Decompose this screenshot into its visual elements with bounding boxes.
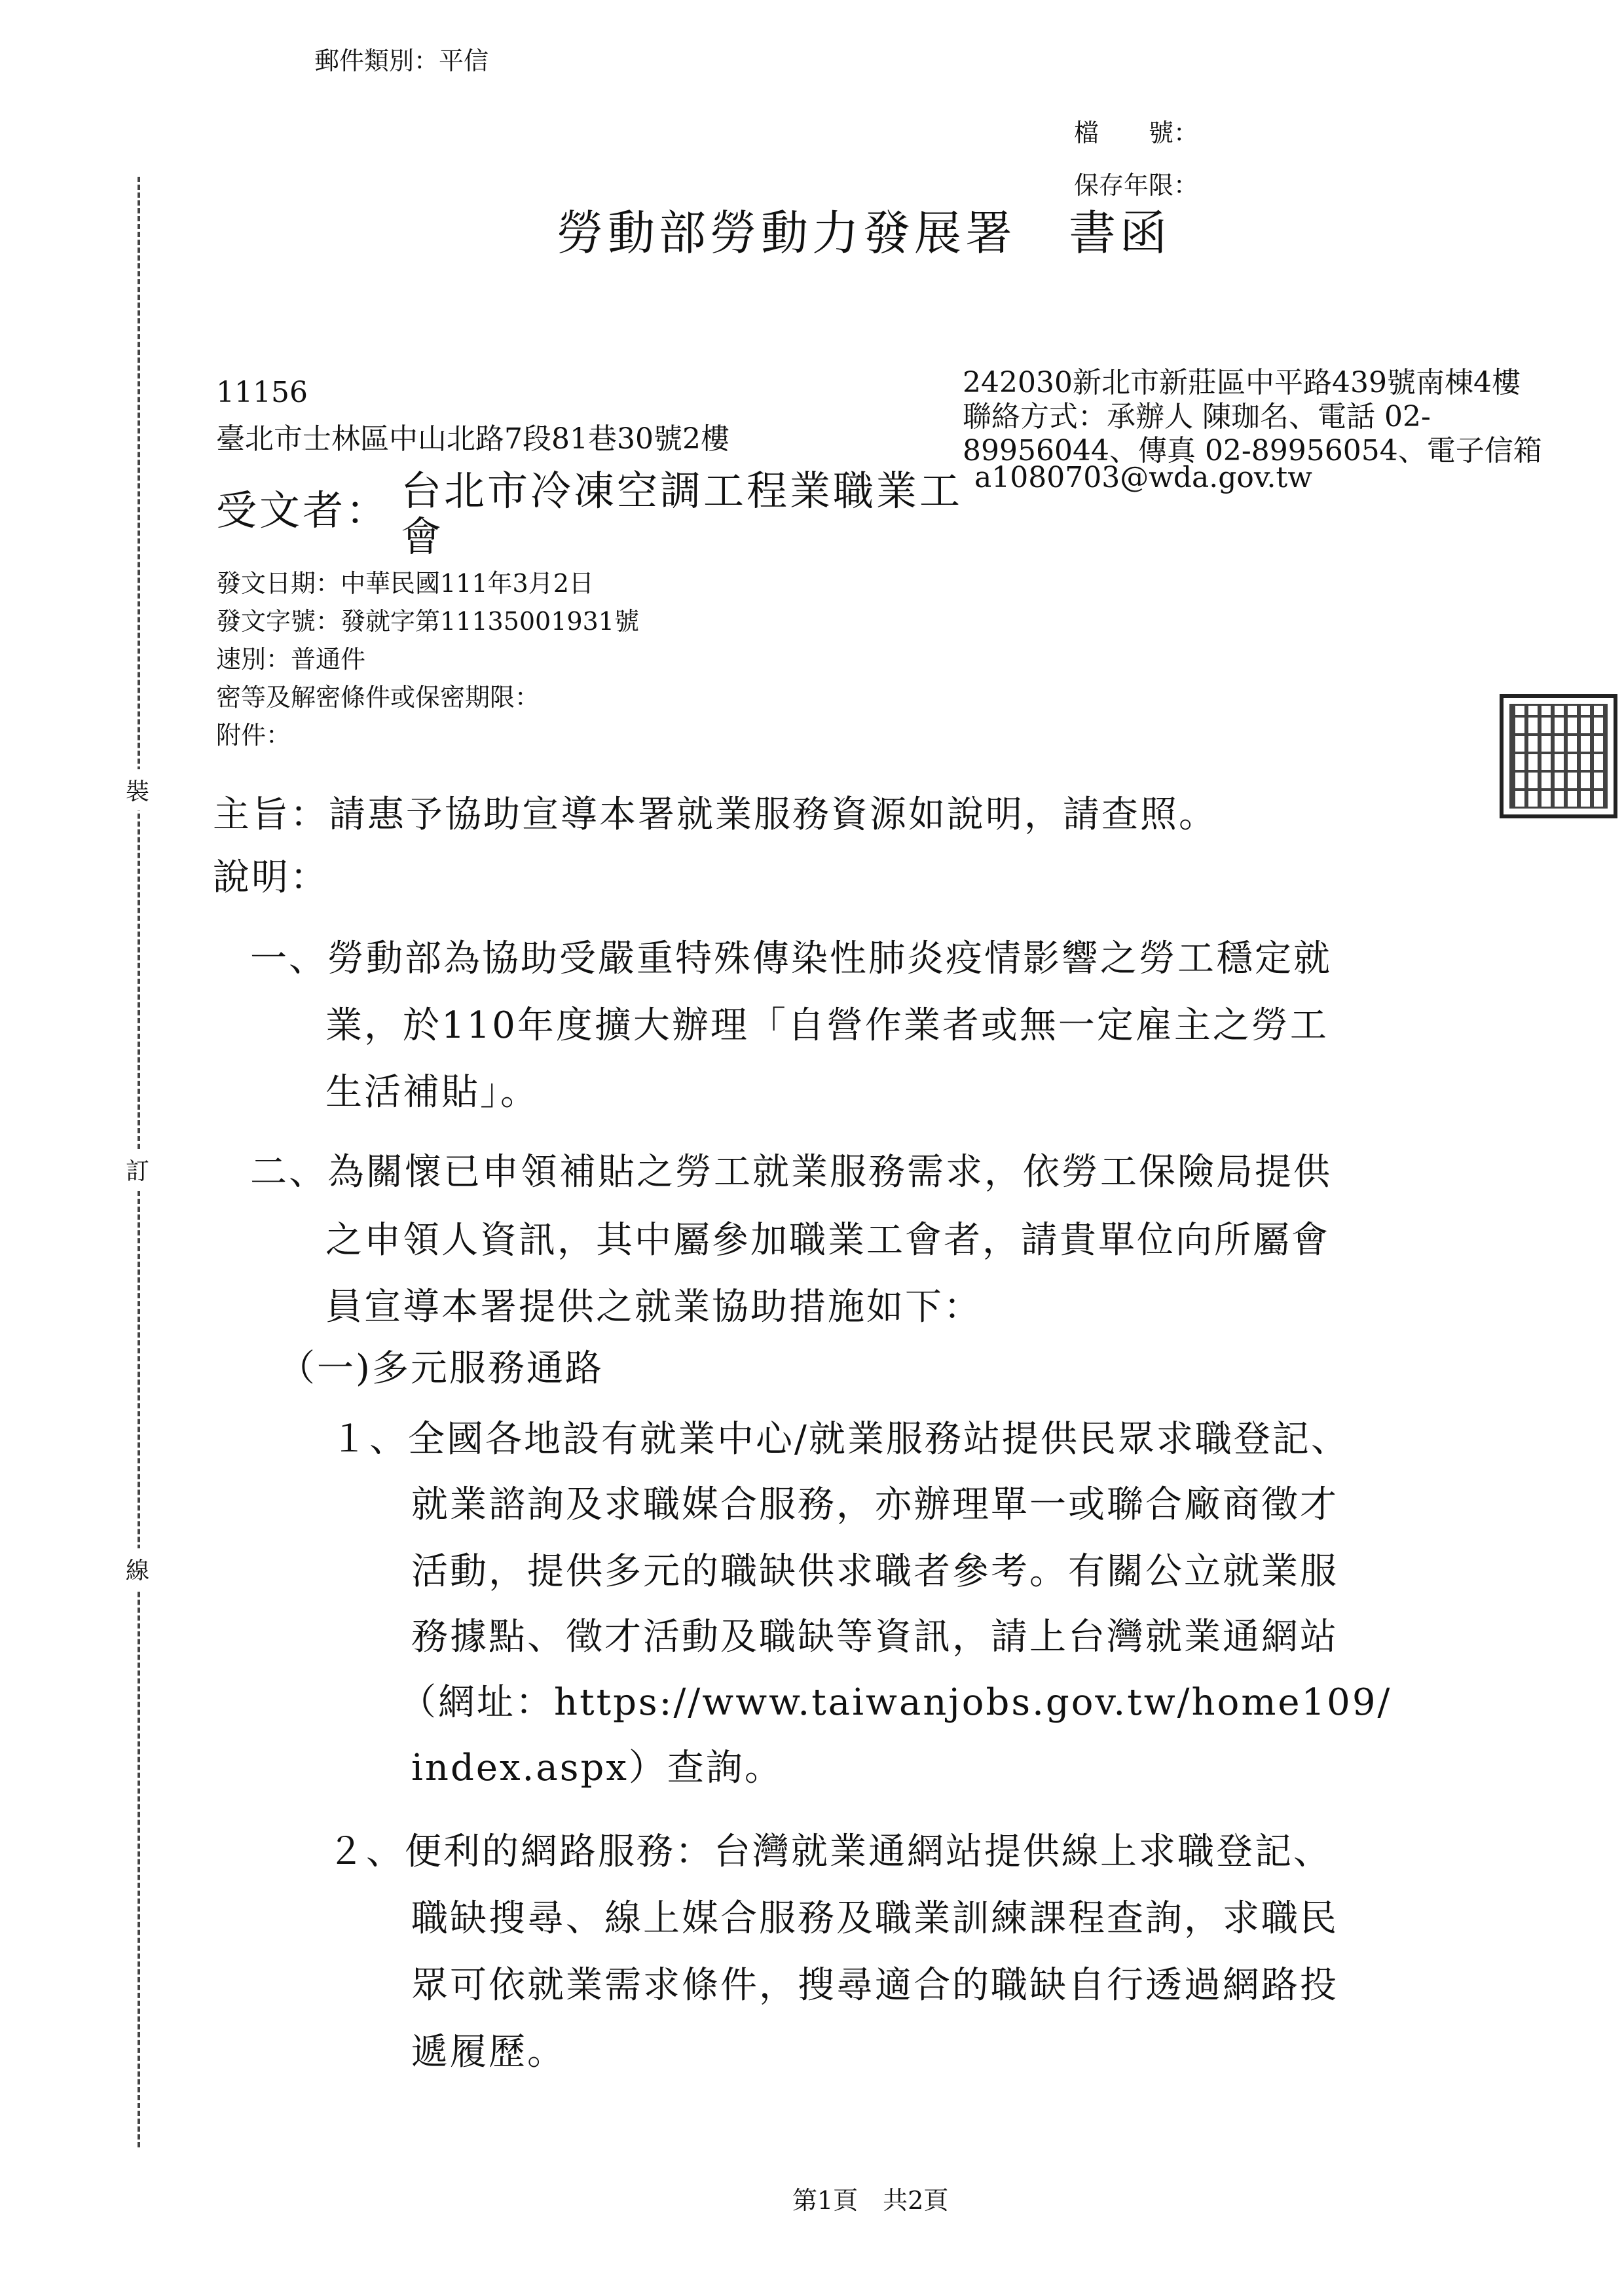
sender-contact-line1: 聯絡方式：承辦人 陳珈名、電話 02- bbox=[963, 400, 1431, 433]
page-footer: 第1頁 共2頁 bbox=[792, 2186, 949, 2215]
binding-mark-zhuang: 裝 bbox=[118, 769, 157, 811]
receiver-name-line2: 會 bbox=[401, 513, 445, 560]
file-number-label: 檔 號： bbox=[1074, 118, 1199, 147]
sender-contact-line2: 89956044、傳真 02-89956054、電子信箱 bbox=[963, 434, 1542, 467]
sub-point-one-line2: 就業諮詢及求職媒合服務，亦辦理單一或聯合廠商徵才 bbox=[411, 1484, 1338, 1526]
item-one-line1: 一、勞動部為協助受嚴重特殊傳染性肺炎疫情影響之勞工穩定就 bbox=[250, 938, 1332, 980]
sub-point-one-line6: index.aspx）查詢。 bbox=[411, 1747, 783, 1789]
item-two-line1: 二、為關懷已申領補貼之勞工就業服務需求，依勞工保險局提供 bbox=[250, 1151, 1332, 1194]
receiver-address: 臺北市士林區中山北路7段81巷30號2樓 bbox=[216, 422, 729, 456]
mail-type: 郵件類別：平信 bbox=[314, 46, 489, 75]
secrecy-level: 密等及解密條件或保密期限： bbox=[216, 683, 540, 712]
official-seal bbox=[1500, 694, 1617, 818]
binding-mark-xian: 線 bbox=[118, 1548, 157, 1590]
issue-number: 發文字號：發就字第11135001931號 bbox=[216, 607, 639, 636]
receiver-label: 受文者： bbox=[216, 486, 390, 534]
sub-point-one-line3: 活動，提供多元的職缺供求職者參考。有關公立就業服 bbox=[411, 1550, 1338, 1593]
issue-date: 發文日期：中華民國111年3月2日 bbox=[216, 569, 594, 598]
receiver-name-line1: 台北市冷凍空調工程業職業工 bbox=[401, 467, 963, 515]
website-url[interactable]: （網址：https://www.taiwanjobs.gov.tw/home109/ bbox=[399, 1681, 1392, 1724]
sub-point-two-line4: 遞履歷。 bbox=[411, 2031, 566, 2073]
attachment: 附件： bbox=[216, 721, 291, 750]
item-one-line2: 業，於110年度擴大辦理「自營作業者或無一定雇主之勞工 bbox=[325, 1004, 1329, 1047]
sender-email: a1080703@wda.gov.tw bbox=[974, 461, 1312, 494]
subject: 主旨：請惠予協助宣導本署就業服務資源如說明，請查照。 bbox=[213, 793, 1217, 836]
item-two-line2: 之申領人資訊，其中屬參加職業工會者，請貴單位向所屬會 bbox=[325, 1219, 1330, 1262]
sub-item-channels: （一)多元服務通路 bbox=[278, 1347, 604, 1390]
sub-point-one-line4: 務據點、徵才活動及職缺等資訊，請上台灣就業通網站 bbox=[411, 1616, 1338, 1658]
item-one-line3: 生活補貼」。 bbox=[325, 1071, 539, 1114]
sub-point-two-line1: ２、便利的網路服務：台灣就業通網站提供線上求職登記、 bbox=[327, 1831, 1332, 1873]
sub-point-one-line1: １、全國各地設有就業中心/就業服務站提供民眾求職登記、 bbox=[331, 1418, 1350, 1461]
explanation-label: 說明： bbox=[213, 856, 329, 899]
receiver-postcode: 11156 bbox=[216, 376, 308, 409]
sub-point-two-line2: 職缺搜尋、線上媒合服務及職業訓練課程查詢，求職民 bbox=[411, 1897, 1338, 1940]
retention-label: 保存年限： bbox=[1074, 171, 1199, 200]
document-title bbox=[557, 195, 1171, 263]
agency-name: 勞動部勞動力發展署 bbox=[557, 206, 1017, 261]
sub-point-two-line3: 眾可依就業需求條件，搜尋適合的職缺自行透過網路投 bbox=[411, 1964, 1338, 2007]
document-type: 書函 bbox=[1069, 206, 1172, 261]
binding-mark-ding: 訂 bbox=[118, 1149, 157, 1190]
sender-address: 242030新北市新莊區中平路439號南棟4樓 bbox=[963, 366, 1521, 399]
delivery-speed: 速別：普通件 bbox=[216, 645, 366, 674]
item-two-line3: 員宣導本署提供之就業協助措施如下： bbox=[325, 1286, 982, 1328]
